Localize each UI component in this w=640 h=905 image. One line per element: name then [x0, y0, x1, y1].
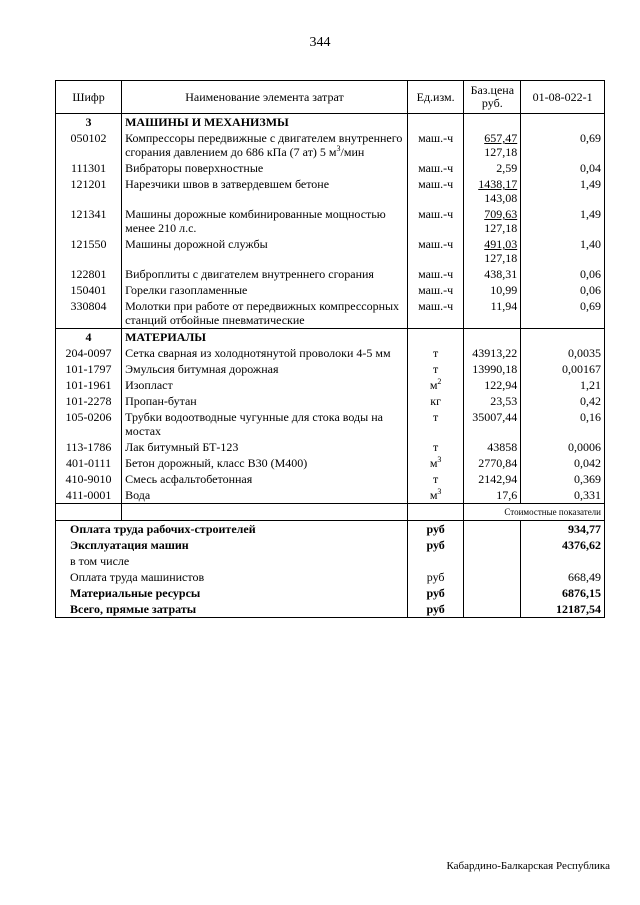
- item-unit-text: м: [429, 378, 438, 392]
- machine-row: [56, 206, 605, 236]
- item-unit-text: м: [429, 456, 438, 470]
- item-price-text: 122,94: [484, 378, 518, 392]
- item-name-text: Пропан-бутан: [125, 394, 197, 408]
- empty-cell: [407, 329, 464, 346]
- item-name-text: Компрессоры передвижные с двигателем внутреннего сгорания давлением до 686 кПа (7 ат) 5 м: [125, 131, 403, 159]
- machine-row: [56, 130, 605, 160]
- item-code: 411-0001: [56, 487, 122, 504]
- item-price-secondary: 127,18: [484, 221, 518, 235]
- item-price: [464, 377, 521, 393]
- item-name-text: Горелки газопламенные: [125, 283, 248, 297]
- item-name-text: Сетка сварная из холоднотянутой проволоки 4-5 мм: [125, 346, 391, 360]
- item-name-text: Машины дорожной службы: [125, 237, 268, 251]
- header-norm: 01-08-022-1: [521, 81, 605, 114]
- empty-cell: [407, 504, 464, 521]
- summary-unit: руб: [407, 521, 464, 538]
- item-unit: [407, 345, 464, 361]
- item-name: [122, 298, 408, 329]
- table-header-row: [56, 81, 605, 114]
- item-code: 101-1797: [56, 361, 122, 377]
- item-price: [464, 130, 521, 160]
- item-name-text: Нарезчики швов в затвердевшем бетоне: [125, 177, 330, 191]
- item-price-text: 2,59: [496, 161, 518, 175]
- item-value: 0,42: [521, 393, 605, 409]
- unit-superscript: 2: [437, 377, 442, 386]
- machine-row: [56, 176, 605, 206]
- item-code: 121550: [56, 236, 122, 266]
- item-unit-text: т: [433, 346, 439, 360]
- item-code: 150401: [56, 282, 122, 298]
- section-row: [56, 114, 605, 131]
- item-price-secondary: 127,18: [484, 251, 518, 265]
- empty-cell: [56, 504, 122, 521]
- footer-region: Кабардино-Балкарская Республика: [446, 860, 610, 872]
- item-unit-text: маш.-ч: [418, 299, 454, 313]
- item-unit-text: маш.-ч: [418, 131, 454, 145]
- section-number: 4: [56, 329, 122, 346]
- summary-value: 12187,54: [521, 601, 605, 618]
- unit-superscript: 3: [437, 455, 442, 464]
- empty-cell: [464, 601, 521, 618]
- item-value: 0,369: [521, 471, 605, 487]
- summary-row: [56, 553, 605, 569]
- item-code: 122801: [56, 266, 122, 282]
- item-name: [122, 487, 408, 504]
- item-unit: [407, 455, 464, 471]
- item-code: 410-9010: [56, 471, 122, 487]
- item-name: [122, 160, 408, 176]
- item-price-text: 43913,22: [472, 346, 518, 360]
- summary-label: Стоимостные показатели: [464, 504, 605, 521]
- item-unit: [407, 361, 464, 377]
- material-row: [56, 455, 605, 471]
- item-name-text: Лак битумный БТ-123: [125, 440, 239, 454]
- item-code: 111301: [56, 160, 122, 176]
- item-unit-text: маш.-ч: [418, 161, 454, 175]
- header-name: Наименование элемента затрат: [122, 81, 408, 114]
- header-price-line2: руб.: [481, 96, 503, 110]
- summary-item-label: Эксплуатация машин: [56, 537, 408, 553]
- material-row: [56, 487, 605, 504]
- empty-cell: [464, 585, 521, 601]
- item-price-text: 1438,17: [478, 177, 518, 191]
- item-value: 0,69: [521, 298, 605, 329]
- item-name: [122, 455, 408, 471]
- item-value: 1,21: [521, 377, 605, 393]
- item-code: 121341: [56, 206, 122, 236]
- item-unit: [407, 487, 464, 504]
- item-price: [464, 206, 521, 236]
- item-name-text: Смесь асфальтобетонная: [125, 472, 253, 486]
- item-value: 0,331: [521, 487, 605, 504]
- item-price-text: 2770,84: [478, 456, 518, 470]
- item-code: 050102: [56, 130, 122, 160]
- item-value: 0,00167: [521, 361, 605, 377]
- material-row: [56, 393, 605, 409]
- empty-cell: [464, 553, 521, 569]
- item-name-text: Вода: [125, 488, 151, 502]
- item-name: [122, 176, 408, 206]
- item-value: 0,04: [521, 160, 605, 176]
- item-price: [464, 471, 521, 487]
- item-code: 121201: [56, 176, 122, 206]
- item-name: [122, 377, 408, 393]
- empty-cell: [464, 537, 521, 553]
- item-value: 1,49: [521, 206, 605, 236]
- summary-value: 6876,15: [521, 585, 605, 601]
- item-price: [464, 236, 521, 266]
- item-unit-text: т: [433, 410, 439, 424]
- item-name: [122, 282, 408, 298]
- item-name-text: Трубки водоотводные чугунные для стока воды на мостах: [125, 410, 383, 438]
- item-unit: [407, 377, 464, 393]
- item-value: 0,042: [521, 455, 605, 471]
- item-unit-text: маш.-ч: [418, 237, 454, 251]
- item-unit: [407, 409, 464, 439]
- item-unit-text: маш.-ч: [418, 267, 454, 281]
- item-value: 0,16: [521, 409, 605, 439]
- item-unit: [407, 160, 464, 176]
- item-code: 101-2278: [56, 393, 122, 409]
- item-name: [122, 236, 408, 266]
- item-price-text: 438,31: [484, 267, 518, 281]
- item-value: 0,0006: [521, 439, 605, 455]
- item-value: 1,49: [521, 176, 605, 206]
- header-price-line1: Баз.цена: [470, 83, 515, 97]
- summary-unit: руб: [407, 569, 464, 585]
- item-name-text: Вибраторы поверхностные: [125, 161, 264, 175]
- item-unit-text: маш.-ч: [418, 177, 454, 191]
- item-price-text: 17,6: [496, 488, 518, 502]
- empty-cell: [464, 569, 521, 585]
- item-code: 113-1786: [56, 439, 122, 455]
- item-price: [464, 160, 521, 176]
- item-unit: [407, 282, 464, 298]
- empty-cell: [521, 329, 605, 346]
- summary-unit: руб: [407, 537, 464, 553]
- item-price-text: 23,53: [490, 394, 518, 408]
- item-price: [464, 439, 521, 455]
- material-row: [56, 345, 605, 361]
- section-row: [56, 329, 605, 346]
- item-price-text: 709,63: [484, 207, 518, 221]
- item-name: [122, 361, 408, 377]
- item-name: [122, 266, 408, 282]
- summary-row: [56, 521, 605, 538]
- item-name: [122, 345, 408, 361]
- material-row: [56, 471, 605, 487]
- item-price-text: 13990,18: [472, 362, 518, 376]
- item-price-text: 11,94: [490, 299, 518, 313]
- item-name-tail: /мин: [340, 145, 365, 159]
- item-unit: [407, 206, 464, 236]
- material-row: [56, 439, 605, 455]
- summary-item-label: Оплата труда машинистов: [56, 569, 408, 585]
- item-unit-text: кг: [430, 394, 442, 408]
- item-price-text: 491,03: [484, 237, 518, 251]
- item-unit: [407, 471, 464, 487]
- item-code: 101-1961: [56, 377, 122, 393]
- item-unit: [407, 266, 464, 282]
- name-superscript: 3: [336, 144, 341, 153]
- item-unit-text: т: [433, 440, 439, 454]
- item-name: [122, 130, 408, 160]
- item-code: 204-0097: [56, 345, 122, 361]
- header-code: Шифр: [56, 81, 122, 114]
- item-value: 0,69: [521, 130, 605, 160]
- item-unit-text: т: [433, 362, 439, 376]
- machine-row: [56, 266, 605, 282]
- machine-row: [56, 282, 605, 298]
- material-row: [56, 409, 605, 439]
- summary-unit: руб: [407, 585, 464, 601]
- item-code: 401-0111: [56, 455, 122, 471]
- item-price-text: 43858: [487, 440, 518, 454]
- empty-cell: [122, 504, 408, 521]
- summary-unit: руб: [407, 601, 464, 618]
- item-price-secondary: 127,18: [484, 145, 518, 159]
- section-number: 3: [56, 114, 122, 131]
- item-unit-text: маш.-ч: [418, 283, 454, 297]
- summary-row: [56, 585, 605, 601]
- item-price-text: 10,99: [490, 283, 518, 297]
- item-price: [464, 455, 521, 471]
- machine-row: [56, 160, 605, 176]
- item-unit-text: маш.-ч: [418, 207, 454, 221]
- item-name-text: Бетон дорожный, класс В30 (М400): [125, 456, 308, 470]
- item-price: [464, 393, 521, 409]
- item-price: [464, 298, 521, 329]
- summary-value: 4376,62: [521, 537, 605, 553]
- item-code: 105-0206: [56, 409, 122, 439]
- item-name-text: Эмульсия битумная дорожная: [125, 362, 279, 376]
- item-name: [122, 206, 408, 236]
- item-name-text: Виброплиты с двигателем внутреннего сгорания: [125, 267, 374, 281]
- item-price-secondary: 143,08: [484, 191, 518, 205]
- item-name-text: Молотки при работе от передвижных компрессорных станций отбойные пневматические: [125, 299, 400, 327]
- section-title: МАТЕРИАЛЫ: [122, 329, 408, 346]
- item-name: [122, 439, 408, 455]
- item-price: [464, 409, 521, 439]
- item-price-text: 657,47: [484, 131, 518, 145]
- item-name-text: Изопласт: [125, 378, 173, 392]
- item-name: [122, 393, 408, 409]
- item-unit: [407, 298, 464, 329]
- section-title: МАШИНЫ И МЕХАНИЗМЫ: [122, 114, 408, 131]
- summary-row: [56, 537, 605, 553]
- material-row: [56, 377, 605, 393]
- empty-cell: [521, 114, 605, 131]
- item-price: [464, 176, 521, 206]
- item-unit: [407, 130, 464, 160]
- empty-cell: [407, 114, 464, 131]
- item-price: [464, 282, 521, 298]
- item-unit-text: м: [429, 488, 438, 502]
- item-name-text: Машины дорожные комбинированные мощностью менее 210 л.с.: [125, 207, 386, 235]
- item-price: [464, 361, 521, 377]
- empty-cell: [464, 329, 521, 346]
- item-value: 0,06: [521, 282, 605, 298]
- empty-cell: [464, 114, 521, 131]
- item-value: 1,40: [521, 236, 605, 266]
- item-value: 0,0035: [521, 345, 605, 361]
- item-value: 0,06: [521, 266, 605, 282]
- material-row: [56, 361, 605, 377]
- unit-superscript: 3: [437, 487, 442, 496]
- item-unit: [407, 236, 464, 266]
- machine-row: [56, 236, 605, 266]
- summary-label-row: [56, 504, 605, 521]
- item-unit-text: т: [433, 472, 439, 486]
- summary-value: 668,49: [521, 569, 605, 585]
- item-unit: [407, 393, 464, 409]
- item-name: [122, 471, 408, 487]
- item-unit: [407, 176, 464, 206]
- cost-table: [55, 80, 605, 618]
- summary-value: 934,77: [521, 521, 605, 538]
- machine-row: [56, 298, 605, 329]
- summary-item-label: Оплата труда рабочих-строителей: [56, 521, 408, 538]
- item-price-text: 35007,44: [472, 410, 518, 424]
- item-code: 330804: [56, 298, 122, 329]
- empty-cell: [464, 521, 521, 538]
- item-name: [122, 409, 408, 439]
- header-unit: Ед.изм.: [407, 81, 464, 114]
- summary-item-label: Всего, прямые затраты: [56, 601, 408, 618]
- summary-value: [521, 553, 605, 569]
- summary-item-label: в том числе: [56, 553, 408, 569]
- page-number: 344: [309, 35, 331, 50]
- header-price: [464, 81, 521, 114]
- summary-unit: [407, 553, 464, 569]
- summary-row: [56, 569, 605, 585]
- item-unit: [407, 439, 464, 455]
- summary-row: [56, 601, 605, 618]
- item-price: [464, 266, 521, 282]
- summary-item-label: Материальные ресурсы: [56, 585, 408, 601]
- item-price: [464, 345, 521, 361]
- item-price-text: 2142,94: [478, 472, 518, 486]
- item-price: [464, 487, 521, 504]
